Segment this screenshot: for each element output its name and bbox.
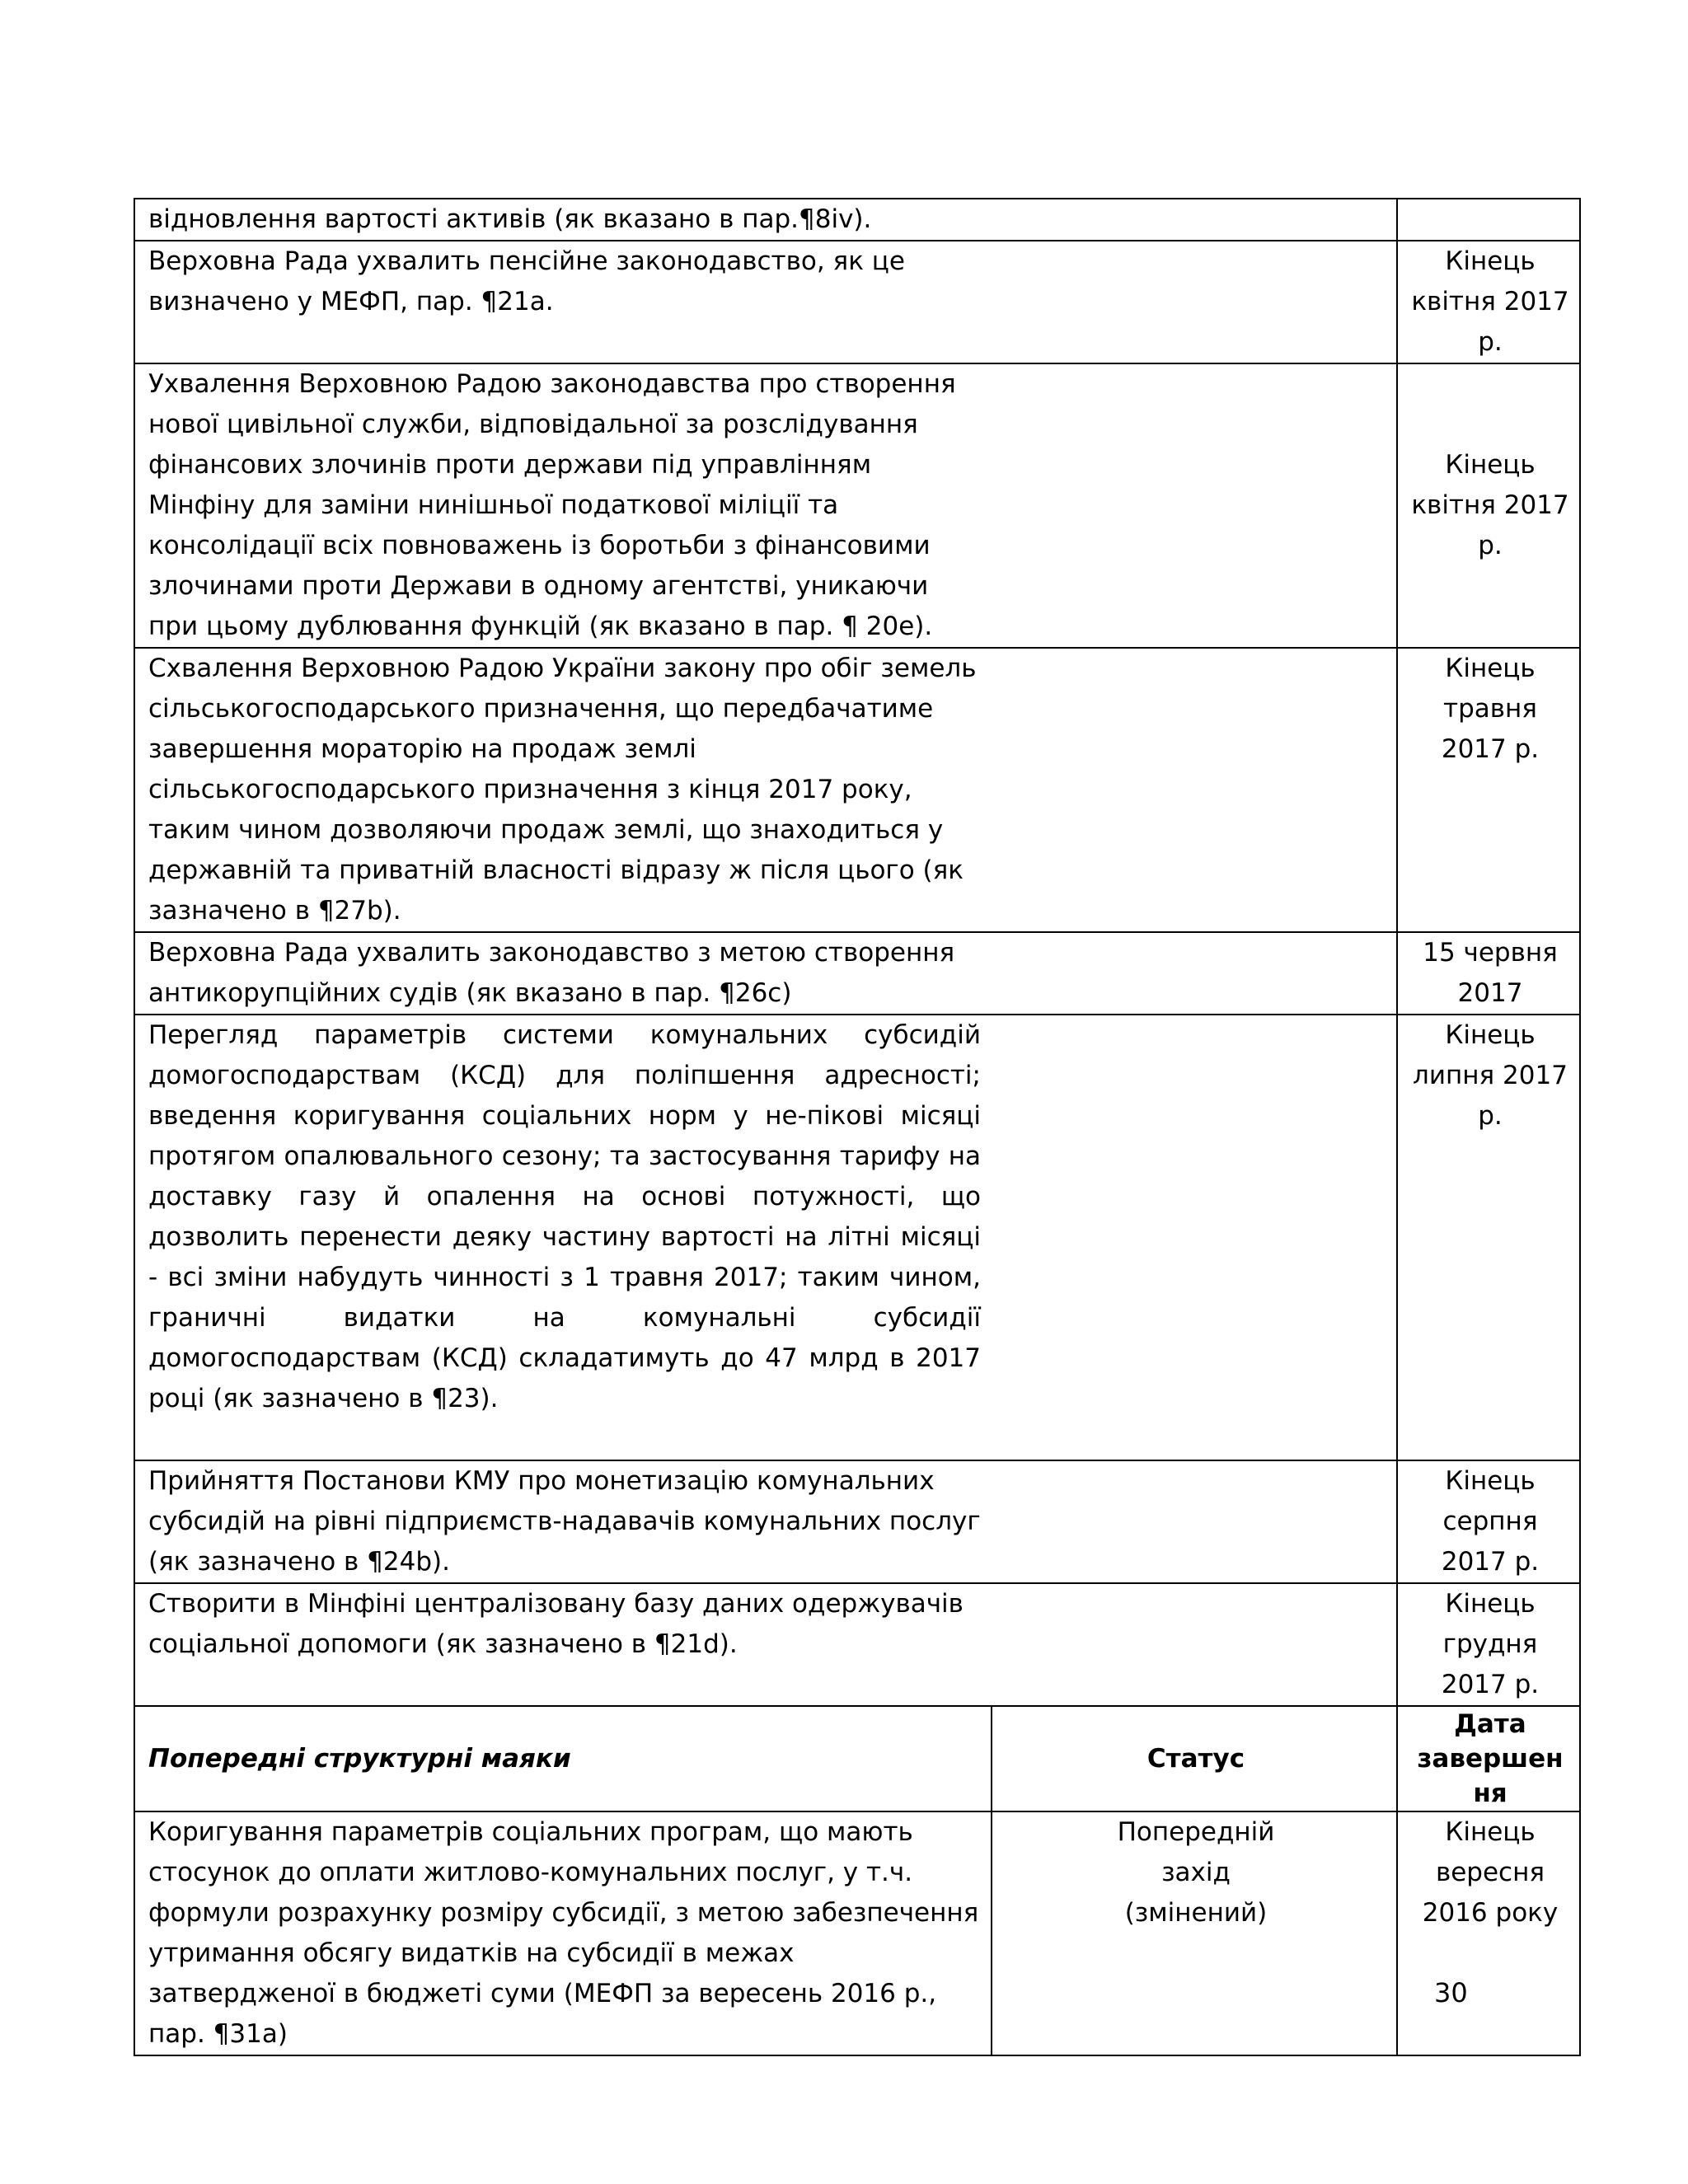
- measure-cell: Схвалення Верховною Радою України закону про обіг земель сільськогосподарського призначення, що передбачатиме завершення мораторію на продаж землі сільськогосподарського призначення з кінця 2017 року, таким чином дозволяючи продаж землі, що знаходиться у державній та приватній власності відразу ж після цього (як зазначено в ¶27b).: [134, 648, 1397, 932]
- table-row: [134, 241, 1580, 363]
- date-column-header: Дата завершення: [1397, 1706, 1580, 1811]
- table-row: [134, 932, 1580, 1015]
- date-cell: Кінець квітня 2017 р.: [1397, 363, 1580, 648]
- measure-cell: Коригування параметрів соціальних програм, що мають стосунок до оплати житлово-комунальних послуг, у т.ч. формули розрахунку розміру субсидії, з метою забезпечення утримання обсягу видатків на субсидії в межах затвердженої в бюджеті суми (МЕФП за вересень 2016 р., пар. ¶31a): [134, 1811, 992, 2055]
- date-cell: Кінець травня 2017 р.: [1397, 648, 1580, 932]
- status-cell: Попередній захід (змінений): [992, 1811, 1397, 2055]
- prior-benchmarks-header: [134, 1706, 1580, 1811]
- date-cell: [1397, 199, 1580, 241]
- date-cell: Кінець вересня 2016 року: [1397, 1811, 1580, 2055]
- measure-cell: Створити в Мінфіні централізовану базу даних одержувачів соціальної допомоги (як зазначено в ¶21d).: [134, 1583, 1397, 1706]
- table-row: [134, 1583, 1580, 1706]
- structural-benchmarks-table: [134, 198, 1581, 2056]
- measure-cell: Прийняття Постанови КМУ про монетизацію комунальних субсидій на рівні підприємств-надавачів комунальних послуг (як зазначено в ¶24b).: [134, 1460, 1397, 1583]
- date-cell: Кінець квітня 2017 р.: [1397, 241, 1580, 363]
- prior-benchmarks-title: Попередні структурні маяки: [134, 1706, 992, 1811]
- measure-cell: Перегляд параметрів системи комунальних субсидій домогосподарствам (КСД) для поліпшення адресності; введення коригування соціальних норм у не-пікові місяці протягом опалювального сезону; та застосування тарифу на доставку газу й опалення на основі потужності, що дозволить перенести деяку частину вартості на літні місяці - всі зміни набудуть чинності з 1 травня 2017; таким чином, граничні видатки на комунальні субсидії домогосподарствам (КСД) складатимуть до 47 млрд в 2017 році (як зазначено в ¶23).: [134, 1015, 1397, 1460]
- measure-cell: Ухвалення Верховною Радою законодавства про створення нової цивільної служби, відповідальної за розслідування фінансових злочинів проти держави під управлінням Мінфіну для заміни нинішньої податкової міліції та консолідації всіх повноважень із боротьби з фінансовими злочинами проти Держави в одному агентстві, уникаючи при цьому дублювання функцій (як вказано в пар. ¶ 20e).: [134, 363, 1397, 648]
- date-cell: 15 червня 2017: [1397, 932, 1580, 1015]
- table-row: [134, 1460, 1580, 1583]
- measure-cell: Верховна Рада ухвалить законодавство з метою створення антикорупційних судів (як вказано в пар. ¶26c): [134, 932, 1397, 1015]
- date-cell: Кінець серпня 2017 р.: [1397, 1460, 1580, 1583]
- table-row: [134, 1015, 1580, 1460]
- date-cell: Кінець грудня 2017 р.: [1397, 1583, 1580, 1706]
- date-cell: Кінець липня 2017 р.: [1397, 1015, 1580, 1460]
- status-column-header: Статус: [992, 1706, 1397, 1811]
- page-number: 30: [1434, 1977, 1468, 2008]
- measure-cell: відновлення вартості активів (як вказано в пар.¶8iv).: [134, 199, 1397, 241]
- table-row: [134, 199, 1580, 241]
- measure-cell: Верховна Рада ухвалить пенсійне законодавство, як це визначено у МЕФП, пар. ¶21a.: [134, 241, 1397, 363]
- table-row: [134, 1811, 1580, 2055]
- table-row: [134, 363, 1580, 648]
- table-row: [134, 648, 1580, 932]
